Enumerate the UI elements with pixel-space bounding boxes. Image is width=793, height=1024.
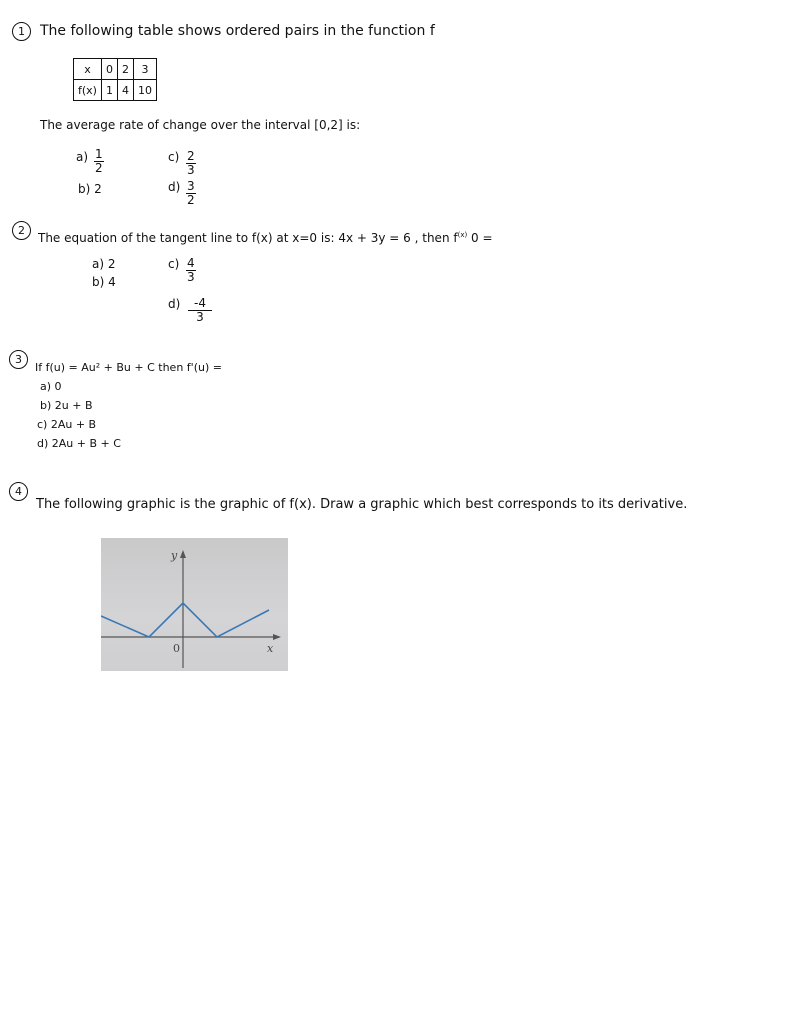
y-axis-arrow-icon xyxy=(180,550,186,558)
function-curve xyxy=(101,603,269,637)
q2-prompt-main: The equation of the tangent line to f(x) at x=0 is: 4x + 3y = 6 , then f xyxy=(38,231,458,245)
q2-prompt xyxy=(38,231,493,245)
q2-prompt-tail: 0 = xyxy=(471,231,493,245)
denominator: 2 xyxy=(187,193,195,207)
numerator: 3 xyxy=(187,179,195,193)
table-cell: f(x) xyxy=(74,80,102,101)
q1-option-d-label: d) xyxy=(168,180,181,194)
q1-option-d-fraction xyxy=(186,180,196,207)
table-row-fx xyxy=(74,80,157,101)
question-number-4: 4 xyxy=(9,482,28,501)
q3-option-d: d) 2Au + B + C xyxy=(37,437,121,450)
table-cell: 10 xyxy=(133,80,156,101)
q2-option-b: b) 4 xyxy=(92,275,116,289)
q3-option-b: b) 2u + B xyxy=(40,399,93,412)
q1-option-a-fraction xyxy=(94,148,104,175)
numerator: 4 xyxy=(187,256,195,270)
table-cell: x xyxy=(74,59,102,80)
denominator: 2 xyxy=(95,161,103,175)
q2-option-d-fraction xyxy=(188,297,212,324)
q3-option-a: a) 0 xyxy=(40,380,62,393)
q4-prompt: The following graphic is the graphic of f(x). Draw a graphic which best corresponds to its derivative. xyxy=(36,497,688,512)
q1-question: The average rate of change over the interval [0,2] is: xyxy=(40,118,361,132)
denominator: 3 xyxy=(187,163,195,177)
q1-option-c-label: c) xyxy=(168,150,180,164)
function-graph-photo xyxy=(101,538,288,671)
q1-option-c-fraction xyxy=(186,150,196,177)
q2-option-c-label: c) xyxy=(168,257,180,271)
table-cell: 3 xyxy=(133,59,156,80)
table-cell: 4 xyxy=(117,80,133,101)
question-number-1: 1 xyxy=(12,22,31,41)
q3-prompt: If f(u) = Au² + Bu + C then f'(u) = xyxy=(35,361,222,374)
q1-values-table xyxy=(73,58,157,101)
q1-option-a-label: a) xyxy=(76,150,89,164)
denominator: 3 xyxy=(196,310,204,324)
numerator: 1 xyxy=(95,147,103,161)
numerator: -4 xyxy=(188,297,212,311)
q3-option-c: c) 2Au + B xyxy=(37,418,97,431)
question-number-3: 3 xyxy=(9,350,28,369)
table-row-x xyxy=(74,59,157,80)
q1-option-b: b) 2 xyxy=(78,182,102,196)
question-number-2: 2 xyxy=(12,221,31,240)
y-axis-label: y xyxy=(171,549,178,562)
table-cell: 2 xyxy=(117,59,133,80)
q2-option-c-fraction xyxy=(186,257,196,284)
q2-option-d-label: d) xyxy=(168,297,181,311)
origin-label: 0 xyxy=(173,642,180,655)
q2-prompt-superscript: (x) xyxy=(457,231,468,239)
denominator: 3 xyxy=(187,270,195,284)
function-graph xyxy=(101,538,288,671)
q1-prompt: The following table shows ordered pairs in the function f xyxy=(40,23,435,39)
table-cell: 1 xyxy=(101,80,117,101)
x-axis-label: x xyxy=(267,642,274,655)
q2-option-a: a) 2 xyxy=(92,257,116,271)
table-cell: 0 xyxy=(101,59,117,80)
x-axis-arrow-icon xyxy=(273,634,281,640)
numerator: 2 xyxy=(187,149,195,163)
